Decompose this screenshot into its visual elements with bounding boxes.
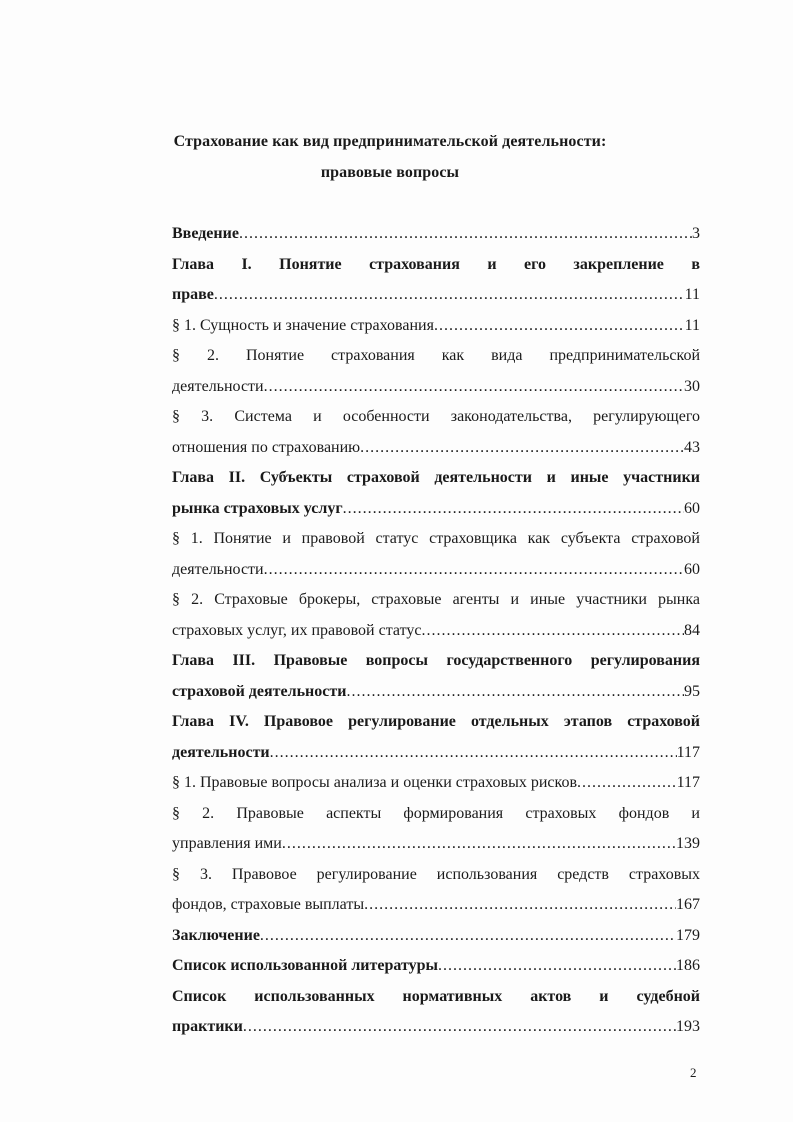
toc-leader-dots (360, 436, 684, 460)
toc-entry-text: управления ими (172, 835, 282, 852)
toc-entry-ch2-sec2-cont (172, 619, 700, 650)
toc-entry-text: практики (172, 1018, 243, 1035)
toc-entry-text: деятельности (172, 560, 264, 578)
toc-entry-ch2-sec1: § 1. Понятие и правовой статус страховщика как субъекта страховой (172, 530, 700, 547)
toc-entry-chapter-2-cont (172, 497, 700, 528)
toc-leader-dots (243, 1015, 676, 1039)
toc-page-number: 117 (676, 743, 700, 761)
toc-page-number: 43 (684, 438, 700, 456)
toc-leader-dots (282, 832, 676, 856)
toc-entry-bibliography (172, 954, 700, 985)
toc-entry-ch1-sec3: § 3. Система и особенности законодательства, регулирующего (172, 408, 700, 425)
table-of-contents (172, 222, 700, 1046)
toc-leader-dots (434, 314, 685, 338)
document-title-line-1: Страхование как вид предпринимательской деятельности: (173, 133, 607, 150)
toc-entry-text: Заключение (172, 926, 260, 944)
toc-entry-ch2-sec1-cont (172, 558, 700, 589)
toc-entry-text: отношения по страхованию (172, 438, 361, 456)
toc-leader-dots (346, 680, 684, 704)
toc-entry-chapter-4: Глава IV. Правовое регулирование отдельных этапов страховой (172, 713, 700, 730)
toc-entry-text: страховых услуг, их правовой статус (172, 621, 422, 639)
toc-entry-introduction (172, 222, 700, 253)
toc-entry-chapter-3-cont (172, 680, 700, 711)
toc-entry-chapter-1-cont (172, 283, 700, 314)
toc-entry-text: деятельности (172, 743, 270, 761)
toc-page-number: 179 (676, 926, 700, 944)
toc-entry-ch4-sec3: § 3. Правовое регулирование использования средств страховых (172, 865, 700, 883)
toc-page-number: 186 (676, 957, 700, 974)
toc-leader-dots (214, 283, 685, 307)
toc-page-number: 193 (676, 1018, 700, 1035)
toc-entry-ch1-sec3-cont (172, 436, 700, 467)
toc-entry-ch4-sec2: § 2. Правовые аспекты формирования страховых фондов и (172, 804, 700, 822)
toc-entry-chapter-2: Глава II. Субъекты страховой деятельности и иные участники (172, 469, 700, 486)
toc-leader-dots (260, 924, 676, 948)
toc-page-number: 139 (676, 835, 700, 852)
toc-leader-dots (239, 222, 692, 246)
toc-page-number: 167 (676, 896, 700, 913)
toc-entry-text: рынка страховых услуг (172, 499, 343, 517)
toc-entry-text: страховой деятельности (172, 682, 347, 700)
toc-entry-chapter-1: Глава I. Понятие страхования и его закрепление в (172, 255, 700, 273)
toc-entry-ch1-sec2-cont (172, 375, 700, 406)
toc-entry-conclusion (172, 924, 700, 955)
toc-page-number: 11 (684, 286, 700, 303)
toc-entry-ch1-sec2: § 2. Понятие страхования как вида предпринимательской (172, 347, 700, 364)
toc-entry-text: Введение (172, 225, 239, 242)
toc-page-number: 60 (684, 560, 700, 578)
toc-page-number: 84 (684, 621, 700, 639)
toc-leader-dots (264, 558, 684, 582)
toc-entry-ch2-sec2: § 2. Страховые брокеры, страховые агенты и иные участники рынка (172, 591, 700, 608)
toc-entry-ch4-sec2-cont (172, 832, 700, 863)
toc-entry-ch1-sec1 (172, 314, 700, 345)
toc-leader-dots (577, 771, 677, 795)
toc-entry-chapter-4-cont (172, 741, 700, 772)
toc-entry-text: праве (172, 286, 214, 303)
toc-page-number: 11 (684, 316, 700, 334)
toc-entry-ch4-sec3-cont (172, 893, 700, 924)
toc-entry-ch4-sec1 (172, 771, 700, 802)
toc-entry-normative-acts-cont (172, 1015, 700, 1046)
toc-entry-text: Список использованной литературы (172, 957, 438, 974)
toc-leader-dots (438, 954, 676, 978)
toc-entry-text: § 1. Сущность и значение страхования (172, 316, 434, 334)
toc-entry-normative-acts: Список использованных нормативных актов и судебной (172, 987, 700, 1005)
toc-leader-dots (343, 497, 684, 521)
toc-page-number: 3 (692, 225, 700, 242)
toc-entry-chapter-3: Глава III. Правовые вопросы государственного регулирования (172, 652, 700, 669)
toc-entry-text: § 1. Правовые вопросы анализа и оценки страховых рисков (172, 774, 578, 791)
toc-leader-dots (421, 619, 684, 643)
toc-page-number: 60 (684, 499, 700, 517)
toc-page-number: 117 (676, 774, 700, 791)
toc-page-number: 95 (684, 682, 700, 700)
toc-leader-dots (364, 893, 676, 917)
toc-leader-dots (270, 741, 677, 765)
document-title-line-2: правовые вопросы (320, 164, 460, 181)
toc-page-number: 30 (684, 377, 700, 395)
toc-entry-text: фондов, страховые выплаты (172, 896, 365, 913)
toc-leader-dots (264, 375, 684, 399)
toc-entry-text: деятельности (172, 377, 264, 395)
page-number: 2 (690, 1065, 697, 1080)
